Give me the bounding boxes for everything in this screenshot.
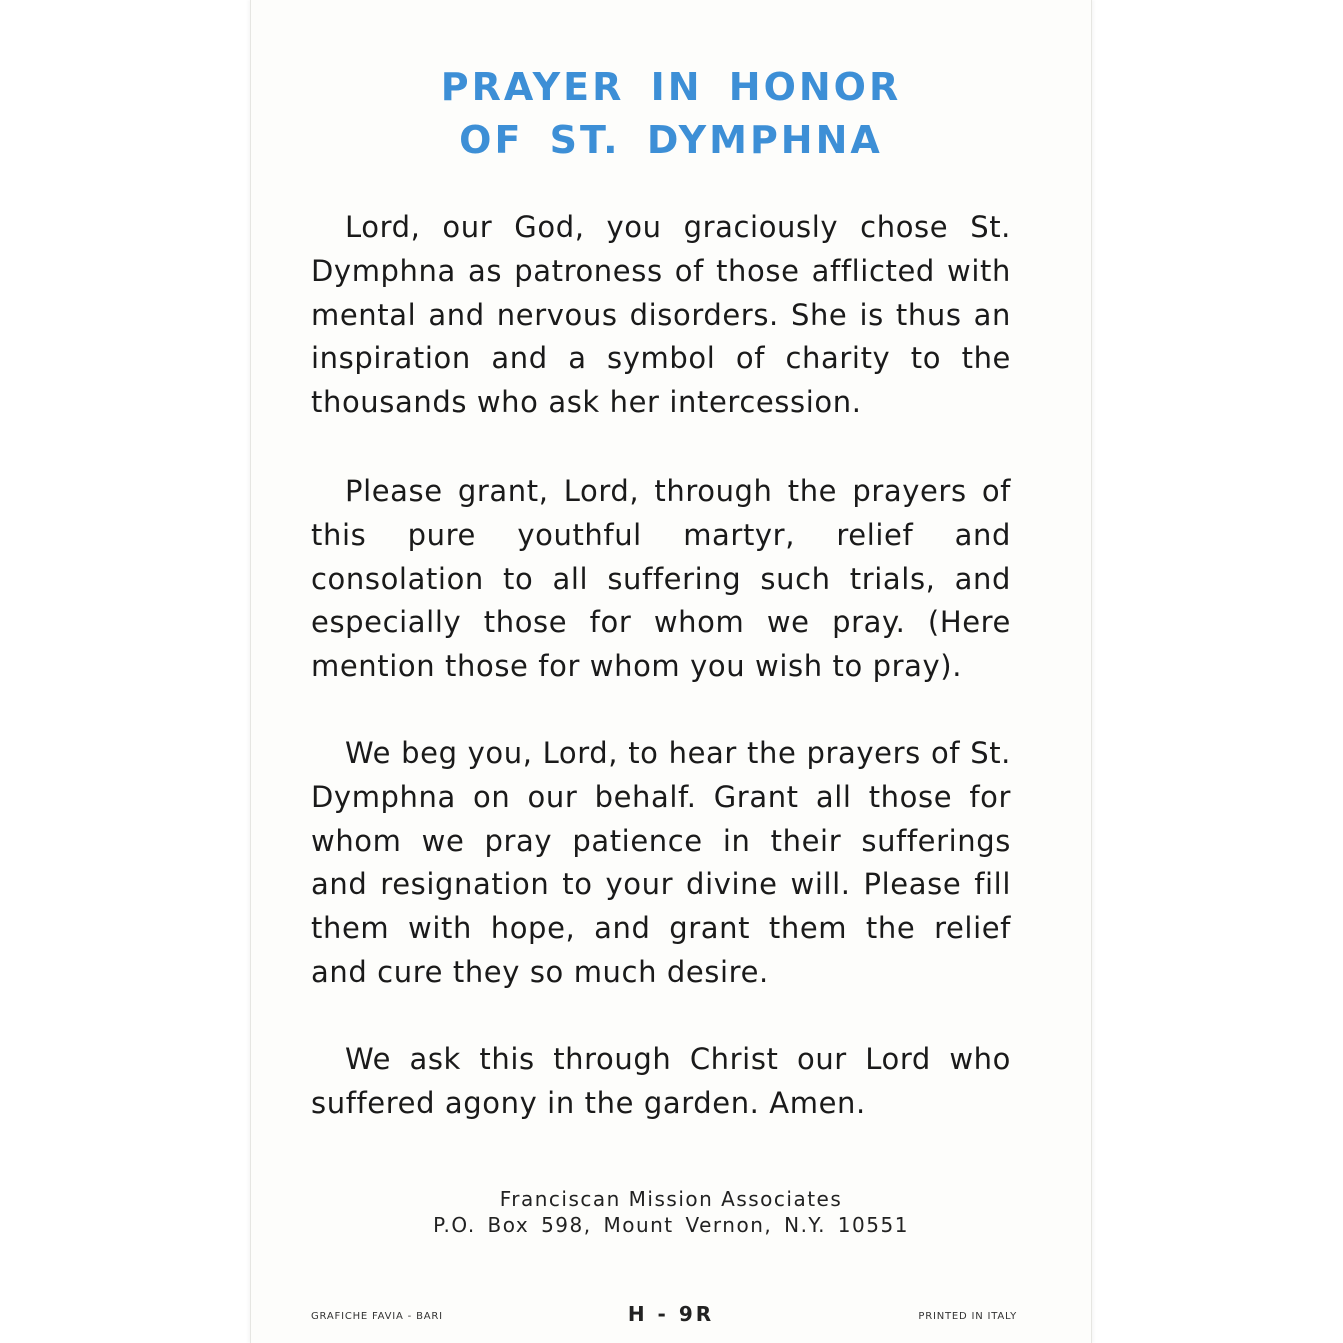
prayer-card [250, 0, 1092, 1343]
publisher-name: Franciscan Mission Associates [499, 1187, 843, 1211]
printer-credit: GRAFICHE FAVIA - BARI [311, 1311, 443, 1322]
printed-in: PRINTED IN ITALY [918, 1311, 1017, 1322]
prayer-paragraph-2: Please grant, Lord, through the prayers of this pure youthful martyr, relief and consolation to all suffering such trials, and especially those for whom we pray. (Here mention those for whom you wish to pray). [311, 474, 1011, 684]
prayer-paragraph-3: We beg you, Lord, to hear the prayers of St. Dymphna on our behalf. Grant all those for whom we pray patience in their sufferings and resignation to your divine will. Please fill them with hope, and grant them the relief and cure they so much desire. [311, 736, 1011, 989]
prayer-paragraph-1: Lord, our God, you graciously chose St. Dymphna as patroness of those afflicted with mental and nervous disorders. She is thus an inspiration and a symbol of charity to the thousands who ask her intercession. [311, 210, 1011, 420]
card-code: H - 9R [627, 1302, 715, 1326]
publisher-address: P.O. Box 598, Mount Vernon, N.Y. 10551 [433, 1213, 909, 1237]
title-line-2: OF ST. DYMPHNA [459, 118, 883, 162]
prayer-paragraph-4: We ask this through Christ our Lord who suffered agony in the garden. Amen. [311, 1042, 1011, 1120]
title-line-1: PRAYER IN HONOR [440, 65, 902, 109]
